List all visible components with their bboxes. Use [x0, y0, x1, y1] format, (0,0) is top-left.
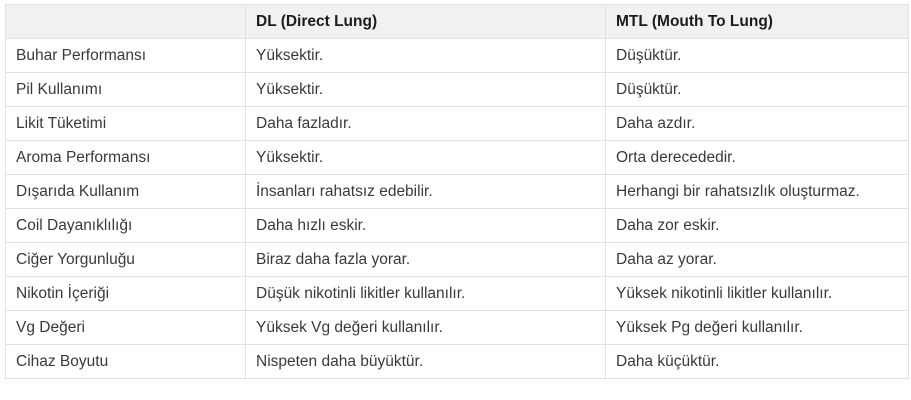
mtl-cell: Düşüktür.	[606, 39, 909, 73]
dl-cell: Yüksektir.	[246, 73, 606, 107]
mtl-cell: Daha küçüktür.	[606, 345, 909, 379]
table-row	[6, 39, 909, 73]
table-body	[6, 39, 909, 379]
table-row	[6, 311, 909, 345]
feature-cell: Coil Dayanıklılığı	[6, 209, 246, 243]
feature-cell: Buhar Performansı	[6, 39, 246, 73]
table-row	[6, 277, 909, 311]
dl-cell: Nispeten daha büyüktür.	[246, 345, 606, 379]
feature-cell: Pil Kullanımı	[6, 73, 246, 107]
mtl-cell: Orta derecededir.	[606, 141, 909, 175]
feature-cell: Likit Tüketimi	[6, 107, 246, 141]
table-header	[6, 5, 909, 39]
mtl-cell: Herhangi bir rahatsızlık oluşturmaz.	[606, 175, 909, 209]
dl-cell: Daha fazladır.	[246, 107, 606, 141]
feature-cell: Nikotin İçeriği	[6, 277, 246, 311]
table-row	[6, 243, 909, 277]
feature-cell: Aroma Performansı	[6, 141, 246, 175]
table-row	[6, 73, 909, 107]
comparison-table	[5, 4, 909, 379]
table-row	[6, 345, 909, 379]
header-cell-feature	[6, 5, 246, 39]
feature-cell: Ciğer Yorgunluğu	[6, 243, 246, 277]
dl-cell: Yüksektir.	[246, 141, 606, 175]
dl-cell: Düşük nikotinli likitler kullanılır.	[246, 277, 606, 311]
dl-cell: İnsanları rahatsız edebilir.	[246, 175, 606, 209]
mtl-cell: Daha az yorar.	[606, 243, 909, 277]
mtl-cell: Daha zor eskir.	[606, 209, 909, 243]
dl-cell: Yüksek Vg değeri kullanılır.	[246, 311, 606, 345]
dl-cell: Yüksektir.	[246, 39, 606, 73]
feature-cell: Dışarıda Kullanım	[6, 175, 246, 209]
header-cell-dl: DL (Direct Lung)	[246, 5, 606, 39]
table-row	[6, 107, 909, 141]
table-row	[6, 175, 909, 209]
mtl-cell: Düşüktür.	[606, 73, 909, 107]
header-cell-mtl: MTL (Mouth To Lung)	[606, 5, 909, 39]
table-row	[6, 141, 909, 175]
feature-cell: Vg Değeri	[6, 311, 246, 345]
header-row	[6, 5, 909, 39]
feature-cell: Cihaz Boyutu	[6, 345, 246, 379]
table-row	[6, 209, 909, 243]
dl-cell: Daha hızlı eskir.	[246, 209, 606, 243]
mtl-cell: Yüksek Pg değeri kullanılır.	[606, 311, 909, 345]
dl-cell: Biraz daha fazla yorar.	[246, 243, 606, 277]
mtl-cell: Yüksek nikotinli likitler kullanılır.	[606, 277, 909, 311]
mtl-cell: Daha azdır.	[606, 107, 909, 141]
